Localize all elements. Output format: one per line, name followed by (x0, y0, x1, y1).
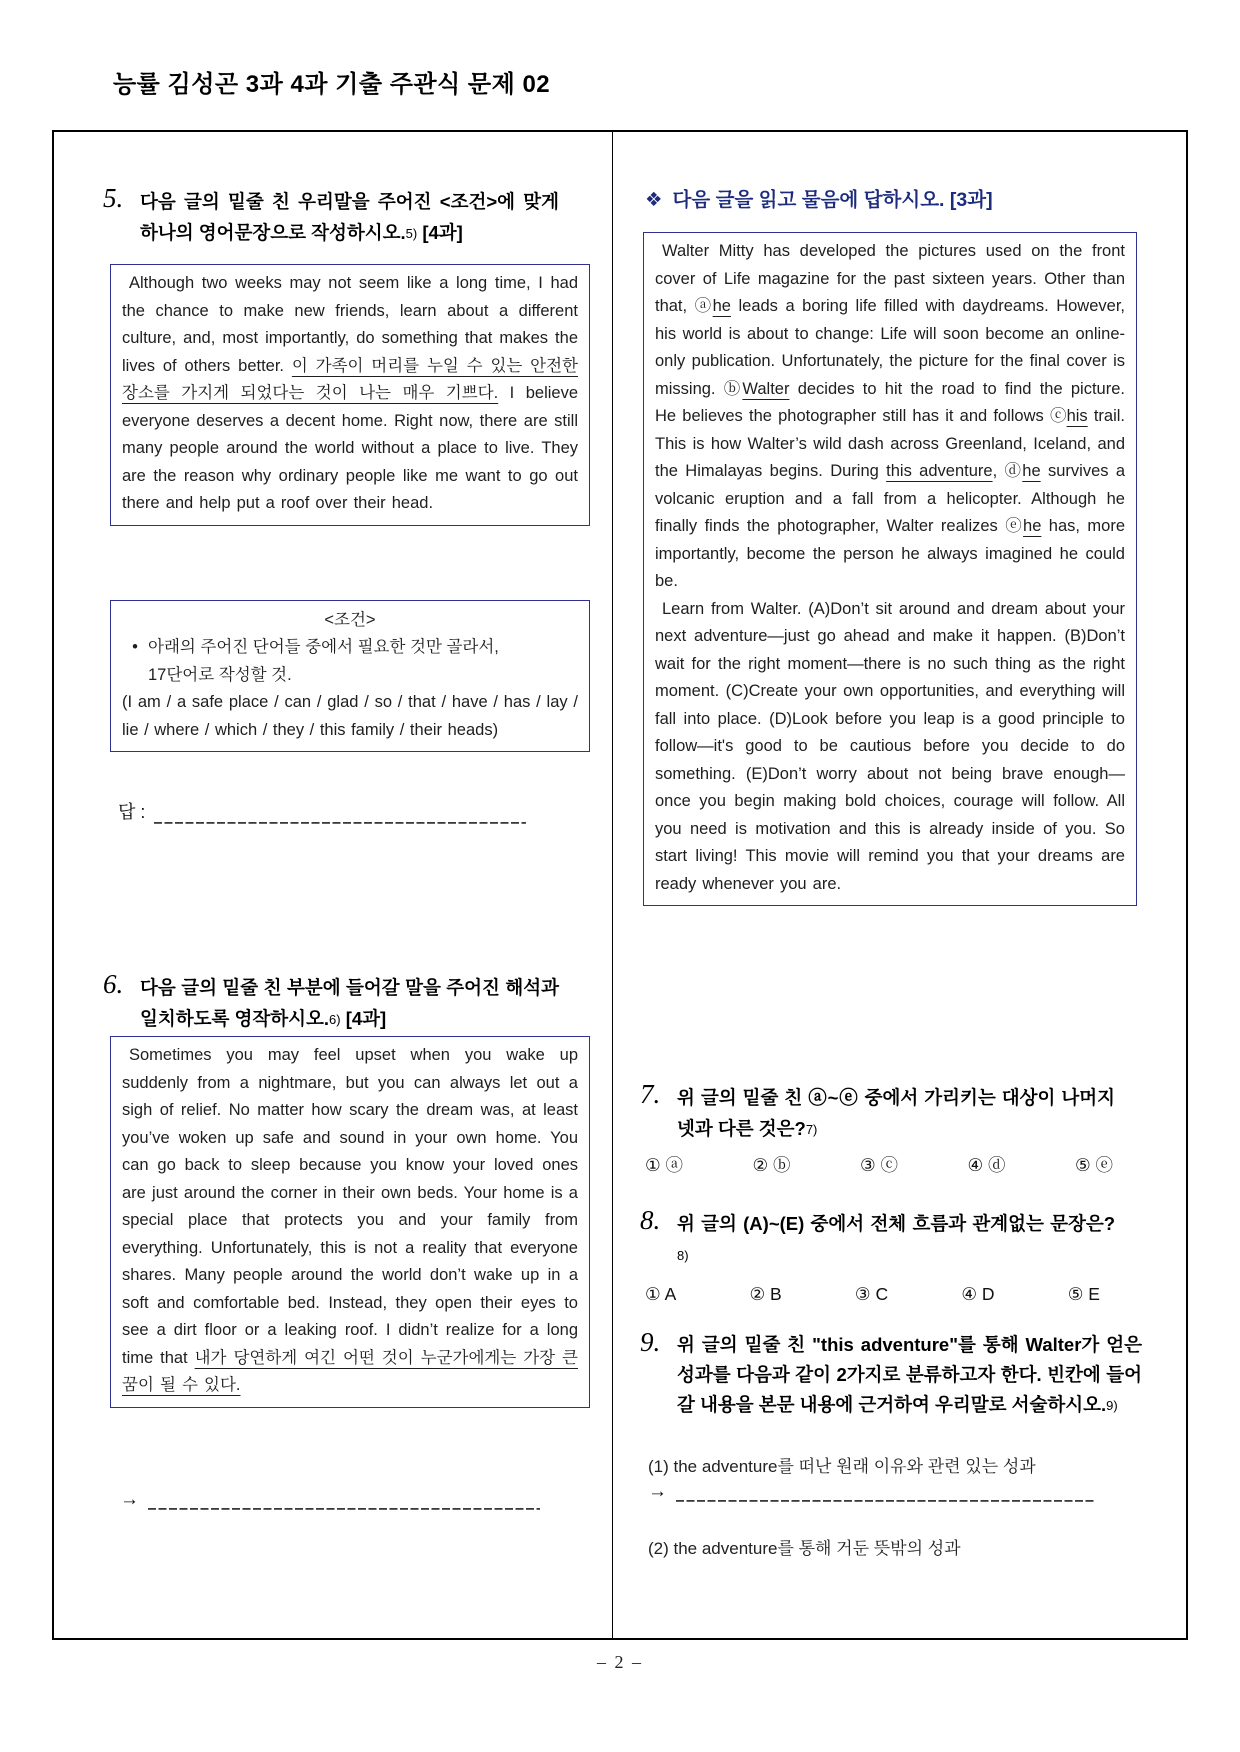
q8-option-2: ② B (749, 1284, 782, 1304)
q7-options (645, 1152, 1113, 1177)
q9-item-2: (2) the adventure를 통해 거둔 뜻밖의 성과 (648, 1539, 961, 1558)
underlined-this-adventure: this adventure (886, 462, 993, 480)
text-segment: I believe everyone deserves a decent home. Right now, there are still many people around the world without a place to live. They are the reason why ordinary people like me want to go out there and help put a roof over their head. (122, 384, 578, 512)
question-6-number: 6. (103, 969, 124, 999)
text-segment: his (1066, 407, 1088, 425)
text-segment: he (1023, 517, 1042, 535)
question-5-prompt (103, 186, 559, 250)
text-segment: he (1022, 462, 1041, 480)
text-segment: decides to hit the road to find the picture. He believes the photographer still has it and follows (655, 379, 1125, 425)
condition-bullet (122, 634, 578, 689)
q6-answer-blank (148, 1493, 540, 1510)
q7-option-2: ② ⓑ (752, 1155, 791, 1175)
condition-box (110, 600, 590, 752)
q5-passage-box (110, 264, 590, 526)
underlined-korean-prompt: 내가 당연하게 여긴 어떤 것이 누군가에게는 가장 큰 꿈이 될 수 있다. (122, 1348, 578, 1394)
question-9-prompt (640, 1330, 1142, 1422)
q7-option-3: ③ ⓒ (859, 1155, 899, 1175)
q9-answer-row (648, 1482, 1096, 1502)
diamond-icon: ❖ (645, 189, 663, 211)
question-5-prompt-text: 다음 글의 밑줄 친 우리말을 주어진 <조건>에 맞게 하나의 영어문장으로 작성하시오. (140, 191, 559, 243)
reading-passage-box (643, 232, 1137, 906)
question-8 (640, 1205, 1115, 1272)
q9-answer-arrow-icon: → (648, 1481, 667, 1502)
question-9 (640, 1327, 1142, 1422)
question-7-prompt-text: 위 글의 밑줄 친 ⓐ~ⓔ 중에서 가리키는 대상이 나머지 넷과 다른 것은? (677, 1087, 1115, 1139)
question-6 (103, 969, 559, 1036)
reading-lesson-tag: [3과] (949, 189, 993, 211)
q9-answer-blank (676, 1485, 1096, 1502)
q6-passage (122, 1042, 578, 1400)
condition-bullet-line-2: 17단어로 작성할 것. (148, 665, 292, 684)
page-title: 능률 김성곤 3과 4과 기출 주관식 문제 02 (113, 71, 551, 98)
reading-directive-text: 다음 글을 읽고 물음에 답하시오. (672, 189, 945, 211)
reading-directive (645, 184, 1137, 212)
condition-word-bank: (I am / a safe place / can / glad / so / that / have / has / lay / lie / where / which / they / this family / their heads) (122, 693, 578, 739)
q8-option-1: ① A (645, 1284, 677, 1304)
reading-paragraph-2 (655, 596, 1125, 899)
underlined-korean-prompt: 이 가족이 머리를 누일 수 있는 안전한 장소를 가지게 되었다는 것이 나는 매우 기쁘다. (122, 356, 578, 402)
q6-answer-arrow-icon: → (120, 1489, 139, 1510)
page-number-footer: – 2 – (597, 1652, 643, 1672)
circled-letter-a: ⓐ (694, 297, 713, 315)
question-8-prompt-text: 위 글의 (A)~(E) 중에서 전체 흐름과 관계없는 문장은? (677, 1213, 1115, 1234)
question-5-footnote: 5) (405, 226, 418, 241)
text-segment: Walter (742, 379, 790, 398)
condition-bullet-line-1: 아래의 주어진 단어들 중에서 필요한 것만 골라서, (148, 638, 499, 656)
q5-passage (122, 270, 578, 518)
question-9-footnote: 9) (1106, 1398, 1118, 1413)
text-segment: trail. This is how Walter’s wild dash across Greenland, Iceland, and the Himalayas begins. During (655, 407, 1126, 480)
question-6-prompt (103, 972, 559, 1036)
question-7-number: 7. (640, 1079, 661, 1109)
q8-option-5: ⑤ E (1067, 1284, 1100, 1304)
text-segment: has, more importantly, become the person he always imagined he could be. (655, 517, 1125, 590)
q8-option-3: ③ C (854, 1284, 889, 1304)
q9-item-1: (1) the adventure를 떠난 원래 이유와 관련 있는 성과 (648, 1457, 1036, 1476)
q5-answer-blank (154, 807, 526, 824)
question-7 (640, 1079, 1115, 1146)
circled-letter-c: ⓒ (1049, 407, 1067, 425)
text-segment: survives a volcanic eruption and a fall from a helicopter. Although he finally finds the photographer, Walter realizes (655, 462, 1126, 535)
question-7-prompt (640, 1082, 1115, 1146)
q8-option-4: ④ D (961, 1284, 995, 1304)
text-segment: , (992, 462, 1005, 480)
question-5-lesson-tag: [4과] (422, 222, 463, 243)
question-8-prompt (640, 1208, 1115, 1272)
question-8-footnote: 8) (677, 1248, 689, 1263)
condition-title: <조건> (324, 611, 376, 629)
q7-option-5: ⑤ ⓔ (1074, 1155, 1113, 1175)
column-divider (612, 130, 613, 1640)
circled-letter-e: ⓔ (1005, 517, 1024, 535)
text-segment: he (712, 297, 731, 315)
question-6-lesson-tag: [4과] (345, 1008, 387, 1029)
question-9-number: 9. (640, 1327, 661, 1357)
circled-letter-b: ⓑ (723, 379, 743, 398)
q7-option-1: ① ⓐ (645, 1155, 684, 1175)
reading-paragraph-1 (655, 238, 1125, 596)
question-6-prompt-text: 다음 글의 밑줄 친 부분에 들어갈 말을 주어진 해석과 일치하도록 영작하시오. (140, 977, 559, 1029)
answer-label: 답 : (118, 802, 146, 822)
question-9-prompt-text: 위 글의 밑줄 친 "this adventure"를 통해 Walter가 얻은 성과를 다음과 같이 2가지로 분류하고자 한다. 빈칸에 들어갈 내용을 본문 내용에 근거하여 우리말로 서술하시오. (677, 1334, 1142, 1415)
question-5-number: 5. (103, 183, 124, 213)
question-6-footnote: 6) (329, 1012, 341, 1027)
text-segment: Although two weeks may not seem like a long time, I had the chance to make new friends, learn about a different culture, and, most importantly, do something that makes the lives of others better. (122, 274, 578, 375)
q6-answer-row (120, 1490, 540, 1510)
condition-bullet-text (148, 634, 578, 689)
q7-option-4: ④ ⓓ (967, 1155, 1006, 1175)
q6-passage-box (110, 1036, 590, 1408)
text-segment: Sometimes you may feel upset when you wake up suddenly from a nightmare, but you can always let out a sigh of relief. No matter how scary the dream was, at least you’ve woken up safe and sound in your own home. You can go back to sleep because you know your loved ones are just around the corner in their own beds. Your home is a special place that protects you and your family from everything. Unfortunately, this is not a reality that everyone shares. Many people around the world don’t wake up in a soft and comfortable bed. Instead, they open their eyes to see a dirt floor or a leaking roof. I didn’t realize for a long time that (122, 1046, 578, 1367)
text-segment: leads a boring life filled with daydreams. However, his world is about to change: Life will soon become an online-only publication. Unfortunately, the picture for the final cover is missing. (655, 297, 1125, 398)
question-5 (103, 183, 559, 250)
bullet-icon: • (132, 638, 138, 656)
text-segment: Walter Mitty has developed the pictures used on the front cover of Life magazine for the past sixteen years. Other than that, (655, 242, 1125, 315)
q8-options (645, 1284, 1100, 1305)
question-7-footnote: 7) (805, 1122, 818, 1137)
question-8-number: 8. (640, 1205, 661, 1235)
q5-answer-row (118, 798, 526, 824)
text-segment: Learn from Walter. (A)Don’t sit around and dream about your next adventure—just go ahead and make it happen. (B)Don’t wait for the right moment—there is no such thing as the right moment. (C)Create your own opportunities, and everything will fall into place. (D)Look before you leap is a good principle to follow—it's good to be cautious before you decide to do something. (E)Don’t worry about not being brave enough—once you begin making bold choices, courage will follow. All you need is motivation and this is already inside of you. So start living! This movie will remind you that your dreams are ready whenever you are. (655, 599, 1125, 893)
circled-letter-d: ⓓ (1004, 462, 1023, 480)
